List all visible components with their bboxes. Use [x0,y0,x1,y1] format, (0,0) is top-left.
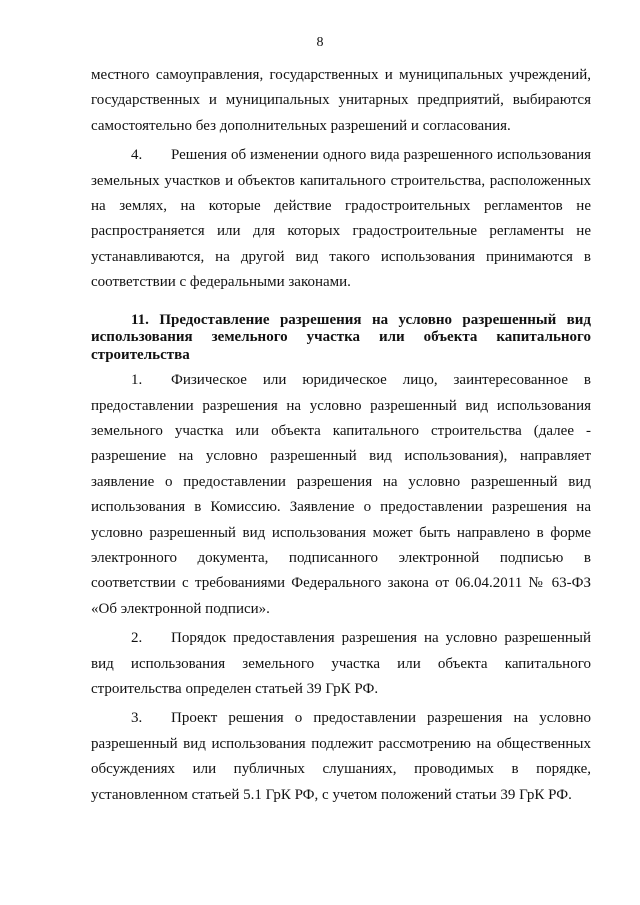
item-number: 1. [131,372,143,389]
item-text: Порядок предоставления разрешения на условно разрешенный вид использования земельного участка или объекта капитального строительства определен статьей 39 ГрК РФ. [91,630,591,698]
paragraph-number: 4. [131,147,143,164]
section-item-3 [91,706,591,808]
paragraph-text: Решения об изменении одного вида разрешенного использования земельных участков и объектов капитального строительства, расположенных на землях, на которые действие градостроительных регламентов не распространяется или для которых градостроительные регламенты не устанавливаются, на другой вид такого использования принимаются в соответствии с федеральными законами. [91,147,591,291]
item-number: 3. [131,710,143,727]
intro-paragraph: местного самоуправления, государственных и муниципальных учреждений, государственных и муниципальных унитарных предприятий, выбираются самостоятельно без дополнительных разрешений и согласования. [91,67,591,134]
page-number: 8 [316,35,324,50]
item-text: Проект решения о предоставлении разрешения на условно разрешенный вид использования подлежит рассмотрению на общественных обсуждениях или публичных слушаниях, проводимых в порядке, установленном статьей 5.1 ГрК РФ, с учетом положений статьи 39 ГрК РФ. [91,710,591,803]
item-text: Физическое или юридическое лицо, заинтересованное в предоставлении разрешения на условно разрешенный вид использования земельного участка или объекта капитального строительства (далее - разрешение на условно разрешенный вид использования), направляет заявление о предоставлении разрешения на условно разрешенный вид использования в Комиссию. Заявление о предоставлении разрешения на условно разрешенный вид использования может быть направлено в форме электронного документа, подписанного электронной подписью в соответствии с требованиями Федерального закона от 06.04.2011 № 63-ФЗ «Об электронной подписи». [91,372,591,617]
item-number: 2. [131,630,143,647]
document-body [91,63,591,808]
section-heading: 11. Предоставление разрешения на условно разрешенный вид использования земельного участка или объекта капитального строительства [91,311,591,363]
paragraph-4 [91,143,591,295]
section-item-2 [91,626,591,702]
section-item-1 [91,368,591,622]
